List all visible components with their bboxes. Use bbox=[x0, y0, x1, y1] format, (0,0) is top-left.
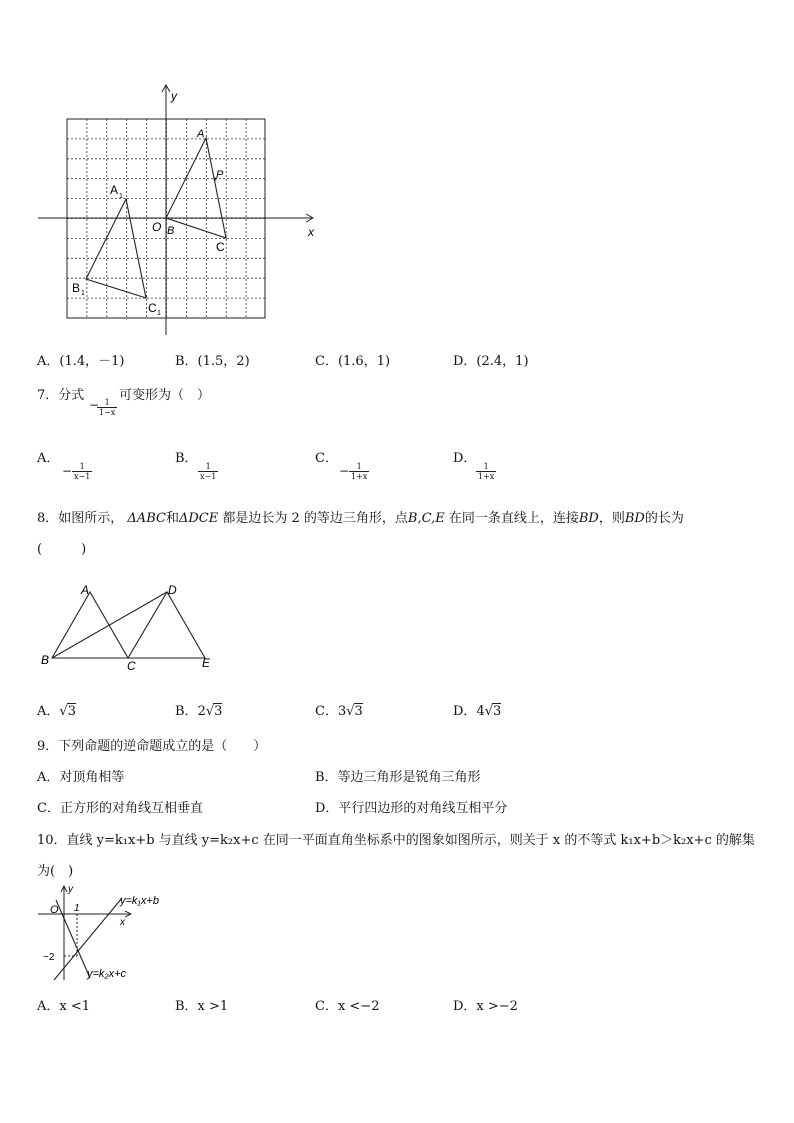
q8-option-d-radicand: 3 bbox=[493, 704, 502, 719]
q7-option-a-num: 1 bbox=[72, 462, 92, 472]
label-o: O bbox=[50, 904, 59, 916]
q8-option-d[interactable]: D．4√3 bbox=[453, 704, 502, 719]
line-k2 bbox=[56, 900, 90, 978]
q9-option-c[interactable]: C．正方形的对角线互相垂直 bbox=[37, 801, 203, 816]
q8-stem-line1 bbox=[37, 511, 684, 527]
label-minus2: −2 bbox=[43, 952, 55, 963]
label-o: O bbox=[152, 220, 162, 234]
label-c: C bbox=[127, 659, 136, 673]
q6-grid-figure bbox=[30, 80, 330, 342]
label-c1: C bbox=[148, 301, 157, 315]
q8-option-a[interactable]: A．√3 bbox=[37, 704, 76, 719]
q7-option-c-fraction bbox=[349, 462, 369, 481]
label-1: 1 bbox=[74, 903, 80, 914]
q7-option-c-den: 1+x bbox=[351, 472, 368, 481]
q9-stem: 9．下列命题的逆命题成立的是（ ） bbox=[37, 739, 267, 754]
q7-option-d-fraction bbox=[476, 462, 496, 481]
q8-stem-line2: ( ) bbox=[37, 542, 87, 557]
q8-option-d-label: D． bbox=[453, 704, 477, 719]
q9-option-d[interactable]: D．平行四边形的对角线互相平分 bbox=[315, 801, 508, 816]
label-b: B bbox=[167, 225, 175, 237]
q8-option-b-radicand: 3 bbox=[214, 704, 223, 719]
q7-stem-minus: − bbox=[89, 398, 100, 412]
triangle-a1b1c1 bbox=[86, 199, 146, 298]
q8-option-b[interactable]: B．2√3 bbox=[175, 704, 223, 719]
q8-option-c-radicand: 3 bbox=[354, 704, 363, 719]
q7-option-b-num: 1 bbox=[198, 462, 218, 472]
q8-option-a-radicand: 3 bbox=[67, 704, 76, 719]
q7-stem-fraction bbox=[97, 398, 117, 417]
segment-bd bbox=[52, 592, 167, 658]
label-a: A bbox=[197, 128, 205, 140]
q8-option-b-coef: 2 bbox=[197, 704, 206, 719]
q7-stem-prefix: 7．分式 bbox=[37, 388, 85, 403]
q8-stem-part1: 8．如图所示， bbox=[37, 511, 124, 526]
label-a1-sub: 1 bbox=[119, 193, 123, 200]
triangle-abc bbox=[52, 592, 128, 658]
q7-option-d-den: 1+x bbox=[478, 472, 495, 481]
q8-segment-bd: BD bbox=[578, 511, 599, 526]
q8-triangle-dce: ΔDCE bbox=[178, 511, 219, 526]
label-d: D bbox=[168, 583, 177, 597]
q8-points-bce: B,C,E bbox=[407, 511, 445, 526]
label-a1: A bbox=[110, 183, 119, 197]
q7-option-b-den: x−1 bbox=[200, 472, 217, 481]
q8-stem-part4: 在同一条直线上，连接 bbox=[448, 511, 579, 526]
q7-option-c-sign: − bbox=[339, 464, 350, 478]
q8-stem-part3: 都是边长为 2 的等边三角形，点 bbox=[222, 511, 408, 526]
label-line2: y=k₂x+c bbox=[87, 968, 127, 980]
label-b: B bbox=[41, 653, 50, 667]
label-y: y bbox=[68, 884, 73, 895]
q6-option-a[interactable]: A．(1.4，－1) bbox=[37, 354, 125, 369]
label-c1-sub: 1 bbox=[157, 310, 161, 317]
q7-option-a-sign: − bbox=[62, 464, 73, 478]
q8-option-a-label: A． bbox=[37, 704, 60, 719]
q7-option-c-num: 1 bbox=[349, 462, 369, 472]
q8-triangles-figure bbox=[30, 578, 230, 673]
q8-option-b-label: B． bbox=[175, 704, 198, 719]
q10-option-d[interactable]: D．x >−2 bbox=[453, 999, 518, 1014]
label-b1: B bbox=[72, 281, 81, 295]
q8-triangle-abc: ΔABC bbox=[127, 511, 166, 526]
q7-stem-suffix: 可变形为（ ） bbox=[119, 388, 211, 403]
q10-option-b[interactable]: B．x >1 bbox=[175, 999, 229, 1014]
q10-stem-line1: 10．直线 y=k₁x+b 与直线 y=k₂x+c 在同一平面直角坐标系中的图象如图所示，则关于 x 的不等式 k₁x+b＞k₂x+c 的解集 bbox=[37, 833, 755, 848]
q7-stem-numerator: 1 bbox=[97, 398, 117, 408]
q7-option-a-fraction bbox=[72, 462, 92, 481]
label-x: x bbox=[308, 225, 314, 239]
q7-option-c-label[interactable]: C． bbox=[315, 451, 338, 466]
q8-segment-bd-2: BD bbox=[624, 511, 645, 526]
q8-stem-part6: 的长为 bbox=[644, 511, 684, 526]
triangle-dce bbox=[128, 592, 205, 658]
q7-stem-denominator: 1−x bbox=[99, 408, 116, 417]
q10-stem-line2: 为( ) bbox=[37, 864, 74, 879]
q8-option-c-coef: 3 bbox=[337, 704, 347, 719]
q10-option-a[interactable]: A．x <1 bbox=[37, 999, 91, 1014]
label-line1: y=k₁x+b bbox=[120, 895, 159, 907]
label-p: P bbox=[216, 169, 224, 181]
label-y: y bbox=[171, 89, 177, 103]
q6-option-d[interactable]: D．(2.4，1) bbox=[453, 354, 529, 369]
q7-option-a-label[interactable]: A． bbox=[37, 451, 60, 466]
label-e: E bbox=[202, 656, 211, 670]
triangle-abc bbox=[166, 138, 226, 238]
q8-option-c[interactable]: C．3√3 bbox=[315, 704, 363, 719]
q9-option-a[interactable]: A．对顶角相等 bbox=[37, 770, 125, 785]
q7-option-a-den: x−1 bbox=[74, 472, 91, 481]
q6-option-b[interactable]: B．(1.5，2) bbox=[175, 354, 250, 369]
q10-lines-figure bbox=[30, 880, 200, 985]
q10-option-c[interactable]: C．x <−2 bbox=[315, 999, 380, 1014]
q7-option-b-label[interactable]: B． bbox=[175, 451, 198, 466]
q7-option-d-num: 1 bbox=[476, 462, 496, 472]
label-b1-sub: 1 bbox=[81, 290, 85, 297]
q7-option-d-label[interactable]: D． bbox=[453, 451, 477, 466]
q8-option-c-label: C． bbox=[315, 704, 338, 719]
q8-stem-part5: ，则 bbox=[598, 511, 625, 526]
q7-option-b-fraction bbox=[198, 462, 218, 481]
label-x: x bbox=[120, 917, 125, 928]
q8-stem-part2: 和 bbox=[165, 511, 179, 526]
label-c: C bbox=[216, 240, 225, 254]
q8-option-d-coef: 4 bbox=[476, 704, 485, 719]
q9-option-b[interactable]: B．等边三角形是锐角三角形 bbox=[315, 770, 481, 785]
q6-option-c[interactable]: C．(1.6，1) bbox=[315, 354, 391, 369]
label-a: A bbox=[81, 583, 90, 597]
